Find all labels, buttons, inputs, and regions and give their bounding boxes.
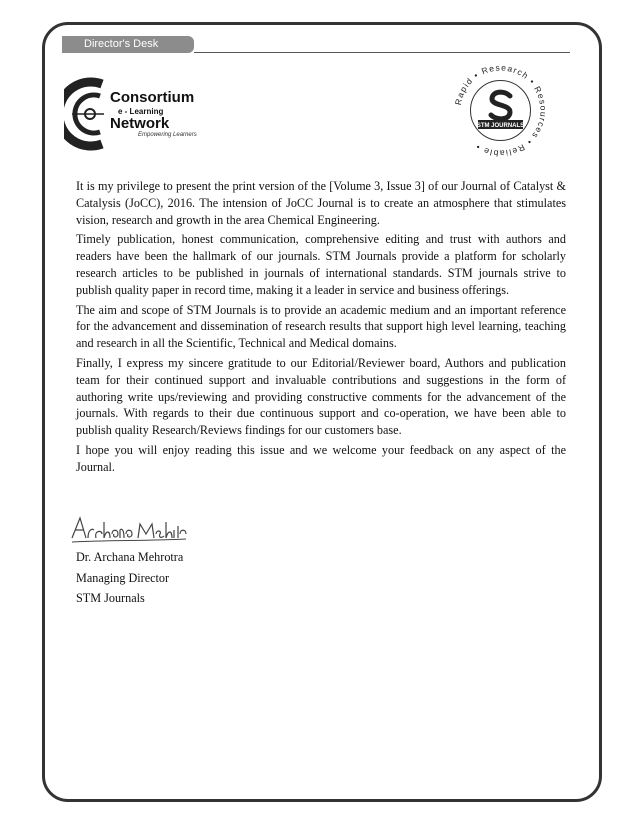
stm-journals-seal <box>448 58 553 163</box>
signatory-block <box>76 547 183 609</box>
paragraph: Finally, I express my sincere gratitude to our Editorial/Reviewer board, Authors and publication team for their continued support and invaluable contributions and suggestions in the form of authoring write ups/reviewing and providing constructive comments for the advancement of the journals. With regards to their due continuous support and co-operation, we have been able to publish quality Research/Reviews findings for our customers base. <box>76 355 566 438</box>
logo-tagline: Empowering Learners <box>138 132 197 138</box>
signatory-title: Managing Director <box>76 570 170 585</box>
header-rule <box>194 52 570 53</box>
section-tab: Director's Desk <box>62 36 194 53</box>
handwritten-signature <box>68 512 188 546</box>
logo-line3: Network <box>110 115 170 132</box>
signatory-name: Dr. Archana Mehrotra <box>76 550 184 564</box>
seal-ring-text: Rapid • Research • Resources • Reliable • <box>452 62 549 159</box>
consortium-logo <box>64 74 204 154</box>
signatory-org: STM Journals <box>76 591 145 605</box>
logo-line2: e - Learning <box>118 107 164 116</box>
paragraph: It is my privilege to present the print version of the [Volume 3, Issue 3] of our Journal of Catalyst & Catalysis (JoCC), 2016. The intension of JoCC Journal is to create an atmosphere that stimulates vision, research and growth in the area Chemical Engineering. <box>76 179 566 227</box>
paragraph: The aim and scope of STM Journals is to provide an academic medium and an important reference for the advancement and dissemination of research results that support high level learning, teaching and research in all the Scientific, Technical and Medical domains. <box>76 302 566 351</box>
letter-body <box>76 178 566 479</box>
paragraph: Timely publication, honest communication, comprehensive editing and trust with authors and readers have been the hallmark of our journals. STM Journals provide a platform for scholarly research articles to be published in journals of international standards. STM journals strive to publish quality paper in record time, making it a leader in service and business offerings. <box>76 232 566 297</box>
logo-line1: Consortium <box>110 89 195 106</box>
seal-label: STM JOURNALS <box>476 123 525 129</box>
paragraph: I hope you will enjoy reading this issue and we welcome your feedback on any aspect of the Journal. <box>76 442 566 474</box>
